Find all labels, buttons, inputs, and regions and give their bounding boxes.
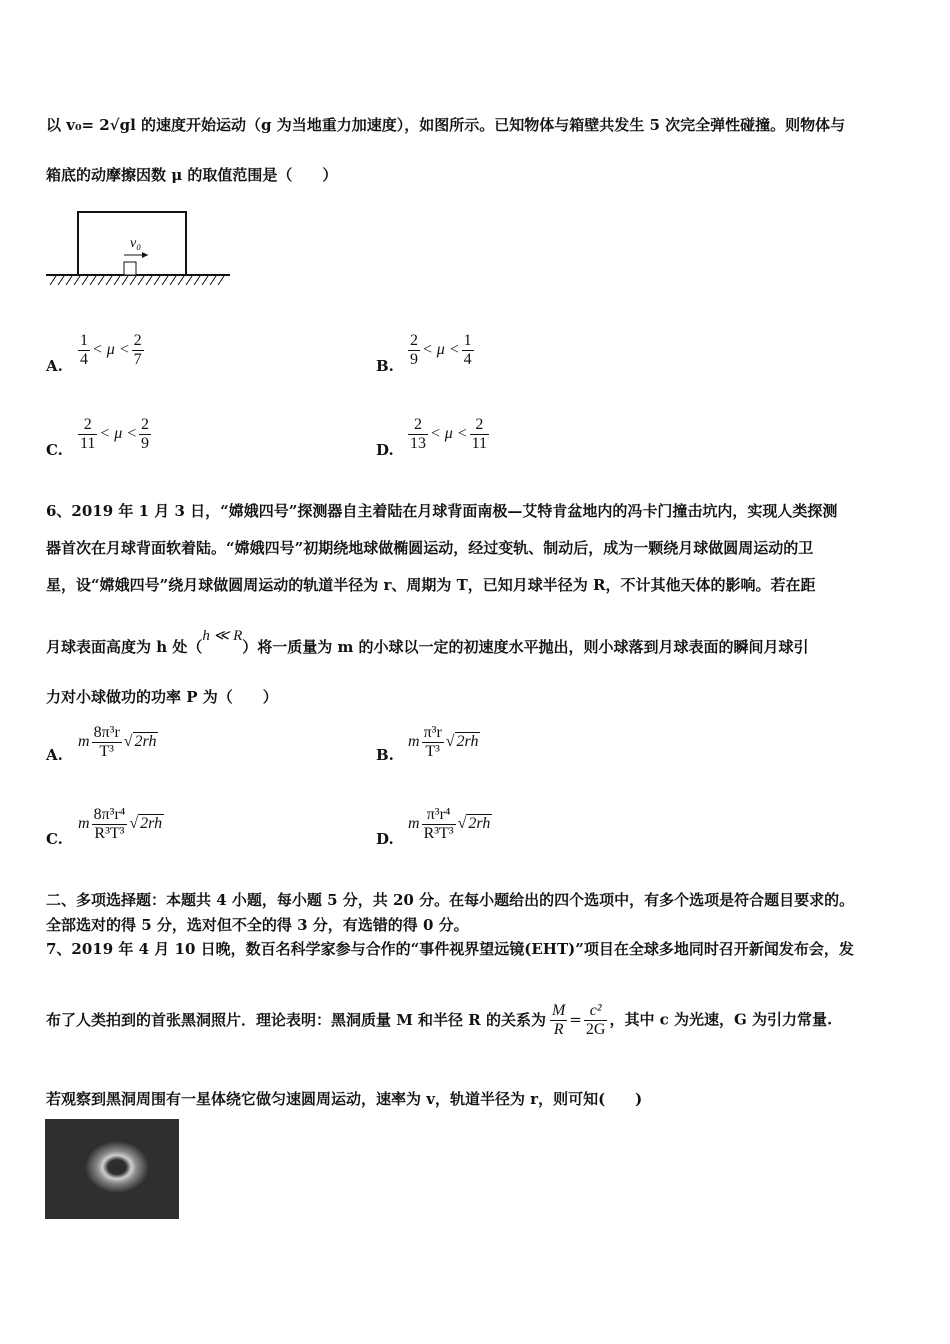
condition-h-ll-r: h ≪ R: [202, 628, 243, 644]
q5-option-b-body: $\frac{2}{9}$ < μ < $\frac{1}{4}$: [410, 332, 472, 368]
q6-option-b-body: m $\frac{\text{π³r}}{\text{T³}}$ √ 2rh: [408, 724, 479, 760]
q6-line2: 器首次在月球背面软着陆。“嫦娥四号”初期绕地球做椭圆运动，经过变轨、制动后，成为一颗绕月球做圆周运动的卫: [46, 539, 814, 557]
option-letter: D.: [376, 830, 394, 848]
q6-option-c[interactable]: [46, 830, 63, 848]
q6-option-c-body: m $\frac{\text{8π³r⁴}}{\text{R³T³}}$ √ 2rh: [78, 806, 163, 842]
option-letter: B.: [376, 357, 394, 375]
q5-option-b[interactable]: [376, 357, 394, 375]
option-letter: A.: [46, 357, 63, 375]
q5-option-c[interactable]: [46, 441, 63, 459]
option-letter: D.: [376, 441, 394, 459]
q6-option-d-body: m $\frac{\text{π³r⁴}}{\text{R³T³}}$ √ 2rh: [408, 806, 491, 842]
section2-heading-line2: 全部选对的得 5 分，选对但不全的得 3 分，有选错的得 0 分。: [46, 916, 469, 934]
option-letter: C.: [46, 830, 63, 848]
q5-line2: 箱底的动摩擦因数 μ 的取值范围是（ ）: [46, 166, 338, 184]
option-letter: A.: [46, 746, 63, 764]
black-hole-image: [45, 1119, 179, 1219]
q5-option-d[interactable]: [376, 441, 394, 459]
q5-option-c-body: $\frac{2}{11}$ < μ < $\frac{2}{9}$: [80, 416, 150, 452]
q5-option-d-body: $\frac{2}{13}$ < μ < $\frac{2}{11}$: [410, 416, 488, 452]
q6-line1: 6、2019 年 1 月 3 日，“嫦娥四号”探测器自主着陆在月球背面南极—艾特肯盆地内的冯卡门撞击坑内，实现人类探测: [46, 502, 838, 520]
q6-line5: 力对小球做功的功率 P 为（ ）: [46, 688, 278, 706]
box-figure: [46, 205, 232, 295]
q6-option-b[interactable]: [376, 746, 394, 764]
q5-option-a[interactable]: [46, 357, 63, 375]
option-letter: B.: [376, 746, 394, 764]
q6-line4: 月球表面高度为 h 处（h ≪ R）将一质量为 m 的小球以一定的初速度水平抛出，则小球落到月球表面的瞬间月球引: [46, 628, 809, 656]
q6-option-a-body: m $\frac{\text{8π³r}}{\text{T³}}$ √ 2rh: [78, 724, 157, 760]
q7-line2: 布了人类拍到的首张黑洞照片．理论表明：黑洞质量 M 和半径 R 的关系为 $\frac{M}{R}$ = $\frac{\text{c²}}{2G}$ ，其中 c 为光速，G 为引力常量.: [46, 1002, 833, 1038]
q7-line1: 7、2019 年 4 月 10 日晚，数百名科学家参与合作的“事件视界望远镜(EHT)”项目在全球多地同时召开新闻发布会，发: [46, 940, 854, 958]
option-letter: C.: [46, 441, 63, 459]
q5-line1: 以 v₀= 2√gl 的速度开始运动（g 为当地重力加速度），如图所示。已知物体与箱壁共发生 5 次完全弹性碰撞。则物体与: [46, 116, 846, 134]
q6-option-a[interactable]: [46, 746, 63, 764]
section2-heading-line1: 二、多项选择题：本题共 4 小题，每小题 5 分，共 20 分。在每小题给出的四个选项中，有多个选项是符合题目要求的。: [46, 891, 855, 909]
v0-label: v₀: [130, 236, 142, 251]
q7-line3: 若观察到黑洞周围有一星体绕它做匀速圆周运动，速率为 v，轨道半径为 r，则可知( ): [46, 1090, 643, 1108]
q6-option-d[interactable]: [376, 830, 394, 848]
q6-line3: 星，设“嫦娥四号”绕月球做圆周运动的轨道半径为 r、周期为 T，已知月球半径为 R，不计其他天体的影响。若在距: [46, 576, 816, 594]
q5-option-a-body: $\frac{1}{4}$ < μ < $\frac{2}{7}$: [80, 332, 142, 368]
